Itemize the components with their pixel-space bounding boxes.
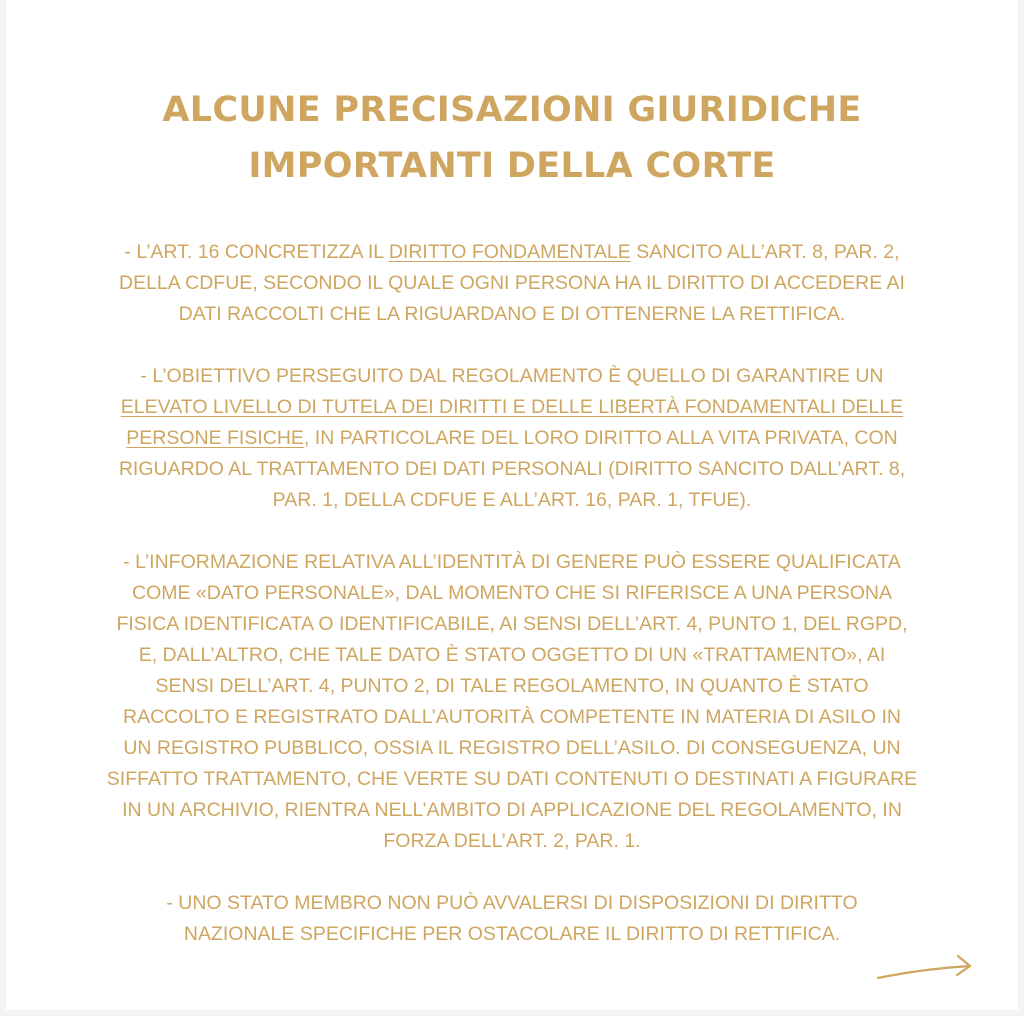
text-line: NAZIONALE SPECIFICHE PER OSTACOLARE IL DIRITTO DI RETTIFICA. xyxy=(183,923,841,945)
paragraph-art-16 xyxy=(46,237,978,330)
text-line: - L’INFORMAZIONE RELATIVA ALL’IDENTITÀ DI GENERE PUÒ ESSERE QUALIFICATA xyxy=(123,551,901,573)
text-line: E, DALL’ALTRO, CHE TALE DATO È STATO OGGETTO DI UN «TRATTAMENTO», AI xyxy=(138,644,886,666)
text-line: - UNO STATO MEMBRO NON PUÒ AVVALERSI DI DISPOSIZIONI DI DIRITTO xyxy=(166,892,858,914)
paragraph-stato-membro xyxy=(46,888,978,950)
text-line: RIGUARDO AL TRATTAMENTO DEI DATI PERSONALI (DIRITTO SANCITO DALL’ART. 8, xyxy=(118,458,906,480)
paragraph-obiettivo xyxy=(46,361,978,516)
text-line: DELLA CDFUE, SECONDO IL QUALE OGNI PERSONA HA IL DIRITTO DI ACCEDERE AI xyxy=(119,272,905,294)
text-line: - L’OBIETTIVO PERSEGUITO DAL REGOLAMENTO È QUELLO DI GARANTIRE UN xyxy=(140,365,884,387)
text-line: IN UN ARCHIVIO, RIENTRA NELL’AMBITO DI APPLICAZIONE DEL REGOLAMENTO, IN xyxy=(122,799,902,821)
underlined-elevato-livello: ELEVATO LIVELLO DI TUTELA DEI DIRITTI E DELLE LIBERTÀ FONDAMENTALI DELLE xyxy=(120,396,904,418)
page-title xyxy=(6,82,1018,194)
title-line-1: ALCUNE PRECISAZIONI GIURIDICHE xyxy=(162,90,862,130)
text-line: RACCOLTO E REGISTRATO DALL’AUTORITÀ COMPETENTE IN MATERIA DI ASILO IN xyxy=(123,706,901,728)
arrow-right-icon[interactable] xyxy=(872,950,976,984)
text-line: SENSI DELL’ART. 4, PUNTO 2, DI TALE REGOLAMENTO, IN QUANTO È STATO xyxy=(155,675,869,697)
text-line: FORZA DELL’ART. 2, PAR. 1. xyxy=(383,830,641,852)
text-line: - L’ART. 16 CONCRETIZZA IL DIRITTO FONDAMENTALE SANCITO ALL’ART. 8, PAR. 2, xyxy=(124,241,900,263)
text-line: PAR. 1, DELLA CDFUE E ALL’ART. 16, PAR. 1, TFUE). xyxy=(272,489,752,511)
underlined-persone-fisiche: PERSONE FISICHE xyxy=(126,427,304,449)
text-line: FISICA IDENTIFICATA O IDENTIFICABILE, AI SENSI DELL’ART. 4, PUNTO 1, DEL RGPD, xyxy=(116,613,908,635)
text-line: SIFFATTO TRATTAMENTO, CHE VERTE SU DATI CONTENUTI O DESTINATI A FIGURARE xyxy=(106,768,918,790)
text-line: DATI RACCOLTI CHE LA RIGUARDANO E DI OTTENERNE LA RETTIFICA. xyxy=(178,303,846,325)
text-line: UN REGISTRO PUBBLICO, OSSIA IL REGISTRO DELL’ASILO. DI CONSEGUENZA, UN xyxy=(123,737,901,759)
paragraph-identita-genere xyxy=(46,547,978,857)
text-line: PERSONE FISICHE, IN PARTICOLARE DEL LORO DIRITTO ALLA VITA PRIVATA, CON xyxy=(126,427,898,449)
text-line: COME «DATO PERSONALE», DAL MOMENTO CHE SI RIFERISCE A UNA PERSONA xyxy=(132,582,892,604)
underlined-diritto-fondamentale: DIRITTO FONDAMENTALE xyxy=(388,241,631,263)
body-text xyxy=(46,237,978,950)
title-line-2: IMPORTANTI DELLA CORTE xyxy=(248,146,776,186)
slide-page xyxy=(6,0,1018,1010)
